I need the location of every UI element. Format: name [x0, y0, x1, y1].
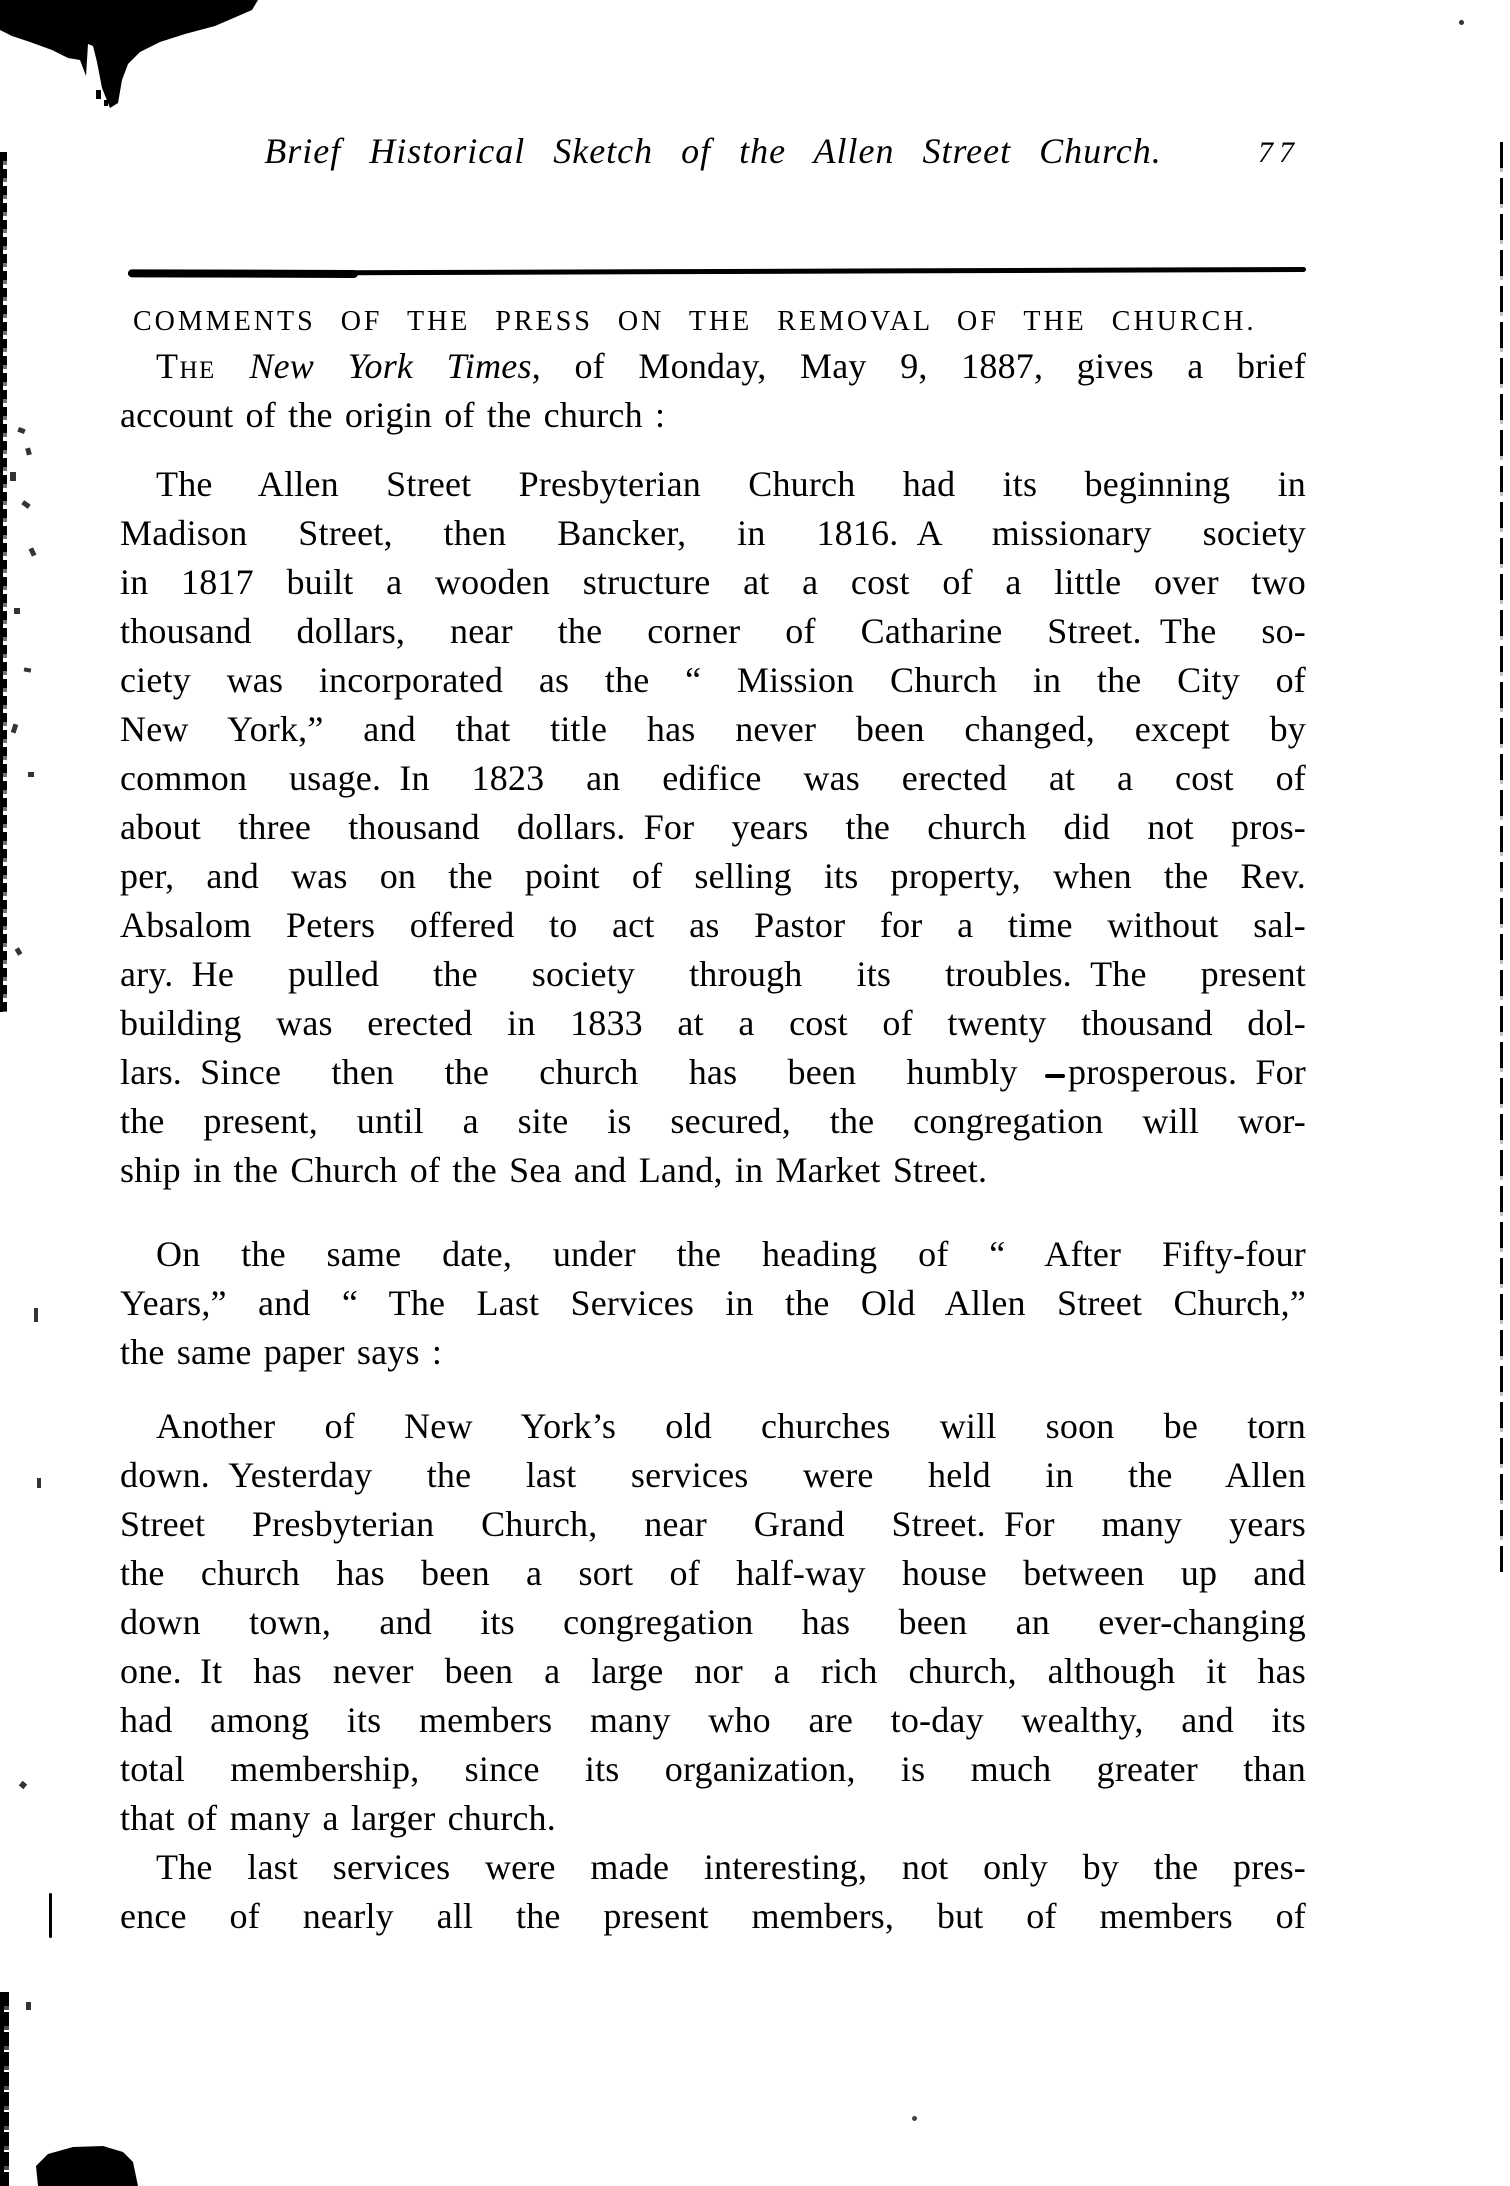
- text-line: lars. Since then the church has been humbly prosperous. For: [120, 1052, 1306, 1092]
- text-line: Absalom Peters offered to act as Pastor for a time without sal-: [120, 905, 1306, 945]
- text-line: that of many a larger church.: [120, 1798, 556, 1838]
- scan-speck-artifact: [37, 1478, 41, 1488]
- text-line: ence of nearly all the present members, but of members of: [120, 1896, 1306, 1936]
- scan-speck-artifact: [26, 2002, 31, 2010]
- text-line: per, and was on the point of selling its property, when the Rev.: [120, 856, 1306, 896]
- scan-speck-artifact: [10, 472, 16, 481]
- text-line: down. Yesterday the last services were held in the Allen: [120, 1455, 1306, 1495]
- text-line: total membership, since its organization, is much greater than: [120, 1749, 1306, 1789]
- text-line: the church has been a sort of half-way house between up and: [120, 1553, 1306, 1593]
- newspaper-title: New York Times: [249, 346, 532, 386]
- scan-speck-artifact: [14, 608, 20, 614]
- text-line: The last services were made interesting, not only by the pres-: [156, 1847, 1306, 1887]
- scan-smudge-top-left-artifact: [0, 0, 270, 115]
- text-line: account of the origin of the church :: [120, 395, 666, 435]
- text-line: Years,” and “ The Last Services in the Old Allen Street Church,”: [120, 1283, 1306, 1323]
- text-line: the present, until a site is secured, the congregation will wor-: [120, 1101, 1306, 1141]
- running-header: [120, 130, 1306, 182]
- scan-smudge-bottom-left-artifact: [28, 2142, 148, 2186]
- section-heading: COMMENTS OF THE PRESS ON THE REMOVAL OF THE CHURCH.: [133, 306, 1257, 337]
- text-line: building was erected in 1833 at a cost of twenty thousand dol-: [120, 1003, 1306, 1043]
- text-line: thousand dollars, near the corner of Catharine Street. The so-: [120, 611, 1306, 651]
- text-line: [120, 342, 1306, 391]
- text-line: ciety was incorporated as the “ Mission Church in the City of: [120, 660, 1306, 700]
- continuation-paragraph: [120, 1843, 1306, 1941]
- intro-paragraph: [120, 342, 1306, 440]
- scan-dot-artifact: [1459, 20, 1464, 25]
- text-line: ship in the Church of the Sea and Land, in Market Street.: [120, 1150, 988, 1190]
- scan-speck-artifact: [29, 547, 37, 556]
- scan-speck-artifact: [34, 1308, 38, 1322]
- header-rule: [128, 267, 1306, 276]
- text-line: ary. He pulled the society through its troubles. The present: [120, 954, 1306, 994]
- text-line: New York,” and that title has never been changed, except by: [120, 709, 1306, 749]
- pen-mark-artifact: [49, 1893, 52, 1938]
- scan-speck-artifact: [11, 723, 19, 733]
- running-header-title: Brief Historical Sketch of the Allen Street Church.: [264, 131, 1162, 171]
- text-line: Street Presbyterian Church, near Grand Street. For many years: [120, 1504, 1306, 1544]
- scan-speck-artifact: [19, 1781, 27, 1789]
- scan-spine-strip-artifact: [0, 1992, 9, 2186]
- text-line: about three thousand dollars. For years the church did not pros-: [120, 807, 1306, 847]
- text-line: Another of New York’s old churches will soon be torn: [156, 1406, 1306, 1446]
- scan-spine-strip-artifact: [0, 152, 7, 1012]
- scan-speck-artifact: [21, 500, 30, 509]
- text-line: Madison Street, then Bancker, in 1816. A missionary society: [120, 513, 1306, 553]
- scan-dot-artifact: [912, 2116, 917, 2121]
- linking-paragraph: [120, 1230, 1306, 1377]
- intro-line-rest: , of Monday, May 9, 1887, gives a brief: [531, 346, 1307, 386]
- text-line: The Allen Street Presbyterian Church had its beginning in: [156, 464, 1306, 504]
- last-services-extract-paragraph: [120, 1402, 1306, 1843]
- text-line: down town, and its congregation has been an ever-changing: [120, 1602, 1306, 1642]
- text-line: had among its members many who are to-day wealthy, and its: [120, 1700, 1306, 1740]
- text-line: one. It has never been a large nor a rich church, although it has: [120, 1651, 1306, 1691]
- times-extract-paragraph: [120, 460, 1306, 1195]
- text-line: common usage. In 1823 an edifice was erected at a cost of: [120, 758, 1306, 798]
- scan-gutter-line-artifact: [1500, 142, 1503, 1572]
- page-number: 77: [1258, 136, 1300, 169]
- lead-word: The: [156, 346, 216, 386]
- text-line: On the same date, under the heading of “ After Fifty-four: [156, 1234, 1306, 1274]
- scan-speck-artifact: [28, 772, 34, 777]
- text-line: in 1817 built a wooden structure at a cost of a little over two: [120, 562, 1306, 602]
- scan-speck-artifact: [17, 427, 25, 434]
- scan-speck-artifact: [15, 947, 23, 956]
- scan-speck-artifact: [25, 447, 32, 455]
- text-line: the same paper says :: [120, 1332, 443, 1372]
- scan-speck-artifact: [24, 667, 32, 672]
